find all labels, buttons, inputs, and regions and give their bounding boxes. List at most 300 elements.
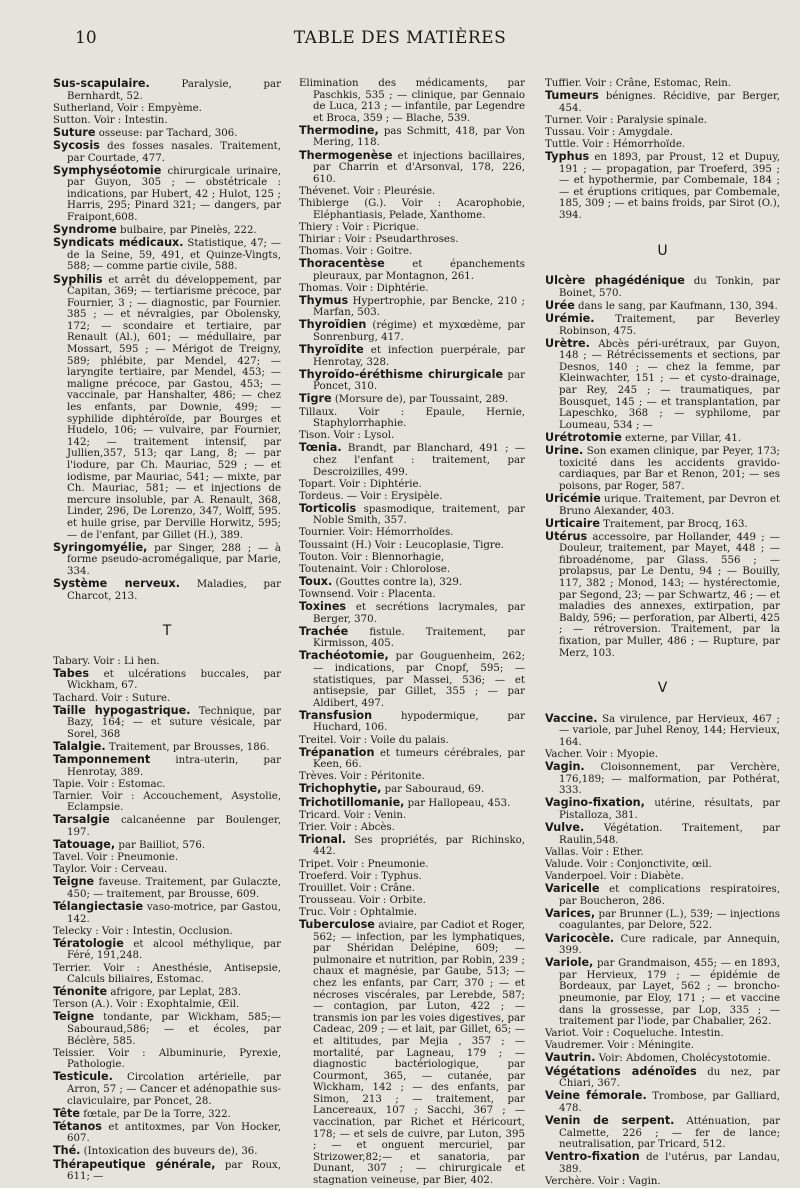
entry-term: Tigre: [299, 392, 332, 406]
entry-term: Système nerveux.: [53, 576, 180, 590]
entry-term: Torticolis: [299, 501, 357, 515]
entry-term: Suture: [53, 125, 96, 139]
entry-details: Sa virulence, par Hervieux, 467 ; — variole, par Juhel Renoy, 144; Hervieux, 164.: [559, 713, 780, 748]
index-entry: [53, 1011, 281, 1047]
entry-term: Tabes: [53, 666, 89, 680]
entry-details: Trombose, par Galliard, 478.: [559, 1091, 780, 1114]
entry-details: Trousseau. Voir : Orbite.: [299, 894, 426, 906]
entry-term: Tumeurs: [545, 89, 599, 103]
index-entry: [545, 1176, 780, 1188]
index-entry: [299, 503, 525, 527]
entry-details: et antitoxmes, par Von Hocker, 607.: [67, 1121, 281, 1145]
index-entry: [299, 234, 525, 246]
entry-details: Atténuation, par Calmette, 226 ; — fer de lance; neutralisation, par Tricard, 512.: [559, 1115, 780, 1151]
entry-details: Topart. Voir : Diphtérie.: [299, 478, 422, 490]
index-entry: [53, 1145, 281, 1158]
index-entry: [545, 883, 780, 907]
entry-details: Tussau. Voir : Amygdale.: [545, 126, 673, 138]
index-entry: [545, 300, 780, 313]
index-entry: [545, 1151, 780, 1175]
index-entry: [545, 871, 780, 883]
index-entry: [545, 957, 780, 1028]
entry-details: Tillaux. Voir : Epaule, Hernie, Staphylorrhaphie.: [299, 406, 525, 430]
index-entry: [299, 797, 525, 810]
entry-details: Variot. Voir : Coqueluche. Intestin.: [545, 1028, 724, 1040]
index-entry: [545, 822, 780, 846]
entry-details: Elimination des médicaments, par Paschkis, 535 ; — clinique, par Gennaio de Luca, 213 ; — infantile, par Legendre et Broca, 359 ; — Blache, 539.: [299, 78, 525, 124]
entry-details: Végétation. Traitement, par Raulin,548.: [559, 823, 780, 846]
index-entry: [299, 78, 525, 124]
index-entry: [53, 741, 281, 754]
index-entry: [53, 864, 281, 876]
entry-details: Ses propriétés, par Richinsko, 442.: [313, 834, 525, 858]
entry-details: Telecky : Voir : Intestin, Occlusion.: [53, 925, 233, 937]
entry-details: Toussaint (H.) Voir : Leucoplasie, Tigre.: [299, 539, 505, 551]
entry-details: Teissier. Voir : Albuminurie, Pyrexie, Pathologie.: [53, 1047, 281, 1071]
entry-term: Teigne: [53, 875, 95, 889]
entry-details: Tavel. Voir : Pneumonie.: [53, 852, 179, 864]
entry-details: par Gouguenheim, 262; — indications, par Cnopf, 595; — statistiques, par Massei, 536; — et antisepsie, par Gillet, 355 ; — par Aldibert, 497.: [313, 651, 525, 709]
entry-details: Turner. Voir : Paralysie spinale.: [545, 114, 707, 126]
entry-details: Touton. Voir : Blennorhagie,: [299, 551, 445, 563]
index-entry: [299, 479, 525, 491]
entry-details: Son examen clinique, par Peyer, 173; toxicité dans les accidents gravido-cardiaques, par Bar et Renon, 201; — ses poisons, par Roger, 587.: [559, 446, 780, 492]
entry-term: Trichotillomanie,: [299, 795, 405, 809]
index-entry: [299, 369, 525, 393]
index-entry: [53, 839, 281, 852]
entry-details: et injections bacillaires, par Charrin et d'Arsonval, 178, 226, 610.: [313, 150, 525, 185]
entry-details: Hypertrophie, par Bencke, 210 ; Marfan, 503.: [313, 295, 525, 319]
entry-term: Tœnia.: [299, 441, 342, 455]
index-entry: [53, 115, 281, 127]
index-entry: [299, 258, 525, 282]
index-entry: [545, 761, 780, 797]
entry-details: Truc. Voir : Ophtalmie.: [299, 906, 418, 918]
entry-details: Toutenaint. Voir : Chlorolose.: [299, 563, 451, 575]
entry-details: Troeferd. Voir : Typhus.: [299, 870, 422, 882]
entry-term: Tarsalgie: [53, 813, 110, 827]
entry-term: Talalgie.: [53, 739, 106, 753]
entry-details: Tison. Voir : Lysol.: [299, 430, 395, 442]
entry-details: par Bailliot, 576.: [115, 840, 206, 852]
index-entry: [545, 933, 780, 957]
entry-details: (régime) et myxœdème, par Sonrenburg, 417.: [313, 320, 525, 343]
entry-details: Valude. Voir : Conjonctivite, œil.: [545, 858, 712, 870]
entry-details: tondante, par Wickham, 585;— Sabouraud,586; — et écoles, par Béclère, 585.: [67, 1012, 281, 1047]
entry-term: Végétations adénoïdes: [545, 1064, 697, 1078]
index-entry: [299, 810, 525, 822]
entry-details: urique. Traitement, par Devron et Bruno Alexander, 403.: [559, 493, 780, 517]
index-entry: [545, 1028, 780, 1040]
index-entry: [299, 626, 525, 650]
index-entry: [299, 407, 525, 430]
index-entry: [299, 601, 525, 625]
section-letter-u: U: [657, 242, 668, 259]
index-entry: [299, 150, 525, 186]
entry-details: du nez, par Chiari, 367.: [559, 1066, 780, 1090]
entry-term: Ténonite: [53, 985, 108, 999]
entry-details: accessoire, par Hollander, 449 ; — Douleur, traitement, par Mayet, 448 ; — fibroadénome, par Glass. 556 ; — prolapsus, par Le Dentu, 94 ; — Bouilly, 117, 382 ; Monod, 143; — hystérectomie, par Segond, 23; — par Schwartz, 46 ; — et maladies des annexes, extirpation, par Baldy, 596; — perforation, par Alberti, 425 ; — rétroversion. Traitement, par la fixation, par Muller, 486 ; — Rupture, par Merz, 103.: [559, 531, 780, 659]
entry-details: du Tonkin, par Boinet, 570.: [559, 276, 780, 299]
entry-details: vaso-motrice, par Gastou, 142.: [67, 902, 281, 925]
index-entry: [53, 814, 281, 838]
index-entry: [299, 552, 525, 564]
entry-term: Syndicats médicaux.: [53, 236, 184, 250]
entry-term: Urétrotomie: [545, 430, 622, 444]
entry-details: par Poncet, 310.: [313, 369, 525, 393]
index-entry: [545, 1040, 780, 1052]
index-entry: [299, 540, 525, 552]
entry-details: Thomas. Voir : Diphtérie.: [299, 282, 429, 294]
entry-details: Cloisonnement, par Verchère, 176,189; — malformation, par Pothérat, 333.: [559, 762, 780, 797]
entry-details: calcanéenne par Boulenger, 197.: [67, 815, 281, 839]
index-entry: [299, 883, 525, 895]
entry-term: Utérus: [545, 529, 588, 543]
entry-term: Tamponnement: [53, 752, 151, 766]
entry-term: Testicule.: [53, 1070, 113, 1084]
entry-term: Vagin.: [545, 760, 585, 774]
entry-term: Typhus: [545, 150, 590, 164]
index-entry: [53, 165, 281, 224]
entry-term: Toux.: [299, 574, 333, 588]
entry-term: Thoracentèse: [299, 256, 385, 270]
index-entry: [545, 493, 780, 517]
entry-details: et tumeurs cérébrales, par Keen, 66.: [313, 747, 525, 771]
index-entry: [53, 791, 281, 814]
entry-details: intra-uterin, par Henrotay, 389.: [67, 754, 281, 778]
entry-details: fistule. Traitement, par Kirmisson, 405.: [313, 626, 525, 650]
entry-term: Trachée: [299, 624, 349, 638]
entry-term: Tuberculose: [299, 917, 375, 931]
entry-term: Ulcère phagédénique: [545, 274, 685, 288]
entry-term: Teigne: [53, 1010, 95, 1024]
index-entry: [299, 246, 525, 258]
entry-details: Trier. Voir : Abcès.: [299, 821, 395, 833]
entry-term: Vagino-fixation,: [545, 796, 645, 810]
entry-term: Vautrin.: [545, 1051, 596, 1065]
index-entry: [53, 237, 281, 273]
entry-details: hypodermique, par Huchard, 106.: [313, 710, 525, 734]
index-entry: [545, 1090, 780, 1114]
index-entry: [53, 693, 281, 705]
entry-details: par Hallopeau, 453.: [404, 797, 511, 809]
entry-details: par Grandmaison, 455; — en 1893, par Hervieux, 179 ; — épidémie de Bordeaux, par Layet, 562 ; — broncho-pneumonie, par Eloy, 171 ; — et vaccine dans la grossesse, par Lop, 335 ; — traitement par l'iode, par Chabalier, 262.: [559, 958, 780, 1028]
entry-details: osseuse: par Tachard, 306.: [95, 127, 238, 139]
index-entry: [53, 274, 281, 542]
entry-details: Technique, par Bazy, 164; — et suture vésicale, par Sorel, 368: [67, 705, 281, 740]
index-entry: [53, 1121, 281, 1145]
index-entry: [545, 78, 780, 90]
index-entry: [299, 319, 525, 343]
entry-details: Tricard. Voir : Venin.: [299, 809, 407, 821]
index-entries-t: [53, 656, 281, 1183]
index-entry: [299, 527, 525, 539]
entry-term: Urémie.: [545, 312, 595, 325]
index-entry: [545, 151, 780, 222]
entry-term: Varicelle: [545, 882, 600, 896]
entry-term: Thé.: [53, 1144, 81, 1158]
index-entry: [53, 852, 281, 864]
entry-details: Verchère. Voir : Vagin.: [545, 1175, 661, 1187]
entry-details: Thiery : Voir : Picrique.: [299, 221, 420, 233]
entry-details: des fosses nasales. Traitement, par Courtade, 477.: [67, 140, 281, 164]
index-entry: [53, 127, 281, 140]
entry-details: Voir: Abdomen, Cholécystotomie.: [595, 1053, 771, 1065]
index-entry: [299, 125, 525, 149]
entry-term: Tatouage,: [53, 838, 116, 852]
entry-details: Tabary. Voir : Li hen.: [53, 655, 160, 667]
entry-details: de l'utérus, par Landau, 389.: [559, 1152, 780, 1175]
entry-details: Paralysie, par Bernhardt, 52.: [67, 79, 281, 102]
index-entry: [53, 754, 281, 778]
entry-term: Uricémie: [545, 491, 601, 505]
entry-details: Abcès péri-urétraux, par Guyon, 148 ; — Rétrécissements et sections, par Desnos, 140 ; — chez la femme, par Kleinwachter, 151 ; — et cysto-drainage, par Rey, 245 ; — traumatiques, par Bousquet, 145 ; — et transplantation, par Lapeschko, 368 ; — syphilome, par Loumeau, 534 ; —: [559, 338, 780, 431]
entry-term: Urticaire: [545, 516, 600, 530]
index-entry: [299, 747, 525, 771]
entry-details: et alcool méthylique, par Féré, 191,248.: [67, 938, 281, 962]
index-entry: [299, 564, 525, 576]
entry-term: Thérapeutique générale,: [53, 1157, 216, 1171]
entry-details: Tordeus. — Voir : Erysipèle.: [299, 490, 443, 502]
index-entry: [299, 198, 525, 221]
index-entry: [53, 986, 281, 999]
entry-details: Thomas. Voir : Goitre.: [299, 245, 413, 257]
entry-details: Vallas. Voir : Ether.: [545, 846, 644, 858]
entry-term: Syphilis: [53, 272, 103, 286]
entry-details: et arrêt du développement, par Capitan, 369; — tertiarisme précoce, par Fournier, 3 ; — diagnostic, par Fournier. 385 ; — et névralgies, par Obolensky, 172; — scondaire et tertiaire, par Renault (Al.), 601; — médullaire, par Mossart, 595 ; — Mérigot de Treigny, 589; phlébite, par Mendel, 427; — laryngite tertiaire, par Mendel, 453; — maligne précoce, par Gastou, 453; — vaccinale, par Hanshalter, 486; — chez les enfants, par Downie, 499; — syphilide diphtéroïde, par Bourges et Hudelo, 106; — vulvaire, par Fournier, 142; — traitement intensif, par Jullien,357, 513; qar Lang, 8; — par l'iodure, par Ch. Mauriac, 529 ; — et iodisme, par Mauriac, 541; — mixte, par Ch. Mauriac, 581; — et injections de mercure insoluble, par A. Renault, 368, Linder, 296, De Lorenzo, 347, Wolff, 595. et huile grise, par Derville Horwitz, 595; — de l'enfant, par Gillet (H.), 389.: [67, 274, 281, 541]
entry-term: Thyroïdien: [299, 318, 367, 332]
entry-term: Symphyséotomie: [53, 163, 162, 177]
index-entry: [53, 705, 281, 741]
index-entries-v: [545, 713, 780, 1188]
entry-term: Variole,: [545, 956, 594, 970]
entry-term: Trépanation: [299, 745, 375, 759]
entry-term: Taille hypogastrique.: [53, 703, 191, 717]
page-header: [0, 28, 800, 52]
entry-details: Traitement, par Beverley Robinson, 475.: [559, 314, 780, 337]
index-entry: [545, 338, 780, 432]
entry-details: Taylor. Voir : Cerveau.: [53, 864, 168, 876]
entry-details: bénignes. Récidive, par Berger, 454.: [559, 91, 780, 114]
index-entry: [53, 542, 281, 578]
entry-details: pas Schmitt, 418, par Von Mering, 118.: [313, 125, 525, 149]
index-entry: [299, 650, 525, 709]
entry-details: par Brunner (L.), 539; — injections coagulantes, par Delore, 522.: [559, 908, 780, 932]
section-letter-v: V: [657, 680, 668, 697]
entry-term: Syndrome: [53, 223, 117, 237]
section-letter-t: T: [162, 623, 172, 640]
index-entry: [299, 576, 525, 589]
entry-term: Toxines: [299, 600, 347, 614]
index-entry: [545, 115, 780, 127]
index-entry: [299, 834, 525, 858]
entry-details: Tuffier. Voir : Crâne, Estomac, Rein.: [545, 78, 732, 89]
index-entry: [299, 859, 525, 871]
index-entry: [53, 1048, 281, 1071]
index-entry: [545, 313, 780, 337]
index-entry: [299, 710, 525, 734]
entry-term: Urée: [545, 298, 575, 312]
entry-term: Trachéotomie,: [299, 649, 389, 663]
entry-details: Sutton. Voir : Intestin.: [53, 114, 168, 126]
index-entry: [53, 78, 281, 102]
entry-term: Urine.: [545, 444, 584, 458]
entry-term: Télangiectasie: [53, 900, 144, 914]
entry-details: Terrier. Voir : Anesthésie, Antisepsie, Calculs biliaires, Estomac.: [53, 962, 281, 986]
entry-details: Thiriar : Voir : Pseudarthroses.: [299, 233, 459, 245]
entry-details: Tapie. Voir : Estomac.: [53, 778, 166, 790]
entry-term: Vulve.: [545, 821, 585, 835]
entry-details: Sutherland, Voir : Empyème.: [53, 102, 202, 114]
entry-details: Townsend. Voir : Placenta.: [299, 588, 436, 600]
entry-details: par Singer, 288 ; — à forme pseudo-acromégalique, par Marie, 334.: [67, 542, 281, 577]
entry-details: dans le sang, par Kaufmann, 130, 394.: [574, 300, 778, 312]
index-column-left: [53, 78, 281, 1183]
index-entry: [299, 895, 525, 907]
index-entry: [299, 344, 525, 368]
entry-term: Ventro-fixation: [545, 1150, 640, 1164]
entry-details: fœtale, par De la Torre, 322.: [80, 1108, 231, 1120]
index-entry: [545, 908, 780, 932]
entry-details: aviaire, par Cadiot et Roger, 562; — infection, par les lymphatiques, par Shéridan Delépine, 609; — pulmonaire et nutrition, par Robin, 239 ; chaux et magnésie, par Gaube, 513; — chez les enfants, par Carr, 370 ; — et nécroses viscérales, par Lerebde, 587; — contagion, par Luton, 422 ; — transmis ion par les voies digestives, par Cadeac, 209 ; — et lait, par Gillet, 65; — et altitudes, par Mejia , 357 ; — mortalité, par Lagneau, 179 ; — diagnostic bactériologique, par Courmont, 365, — cutanée, par Wickham, 142 ; — des enfants, par Simon, 213 ; — traitement, par Lancereaux, 107 ; Sacchi, 367 ; — vaccination, par Richet et Héricourt, 178; — et sels de cuivre, par Luton, 395 ; — et onguent mercuriel, par Strizower,82;— et sanatoria, par Dunant, 307 ; — chirurgicale et stagnation veineuse, par Bier, 402.: [313, 919, 525, 1187]
index-entry: [545, 859, 780, 871]
entry-details: Tarnier. Voir : Accouchement, Asystolie, Eclampsie.: [53, 790, 281, 814]
index-entry: [53, 779, 281, 791]
entry-details: Statistique, 47; — de la Seine, 59, 491, et Quinze-Vingts, 588; — comme partie civile, 588.: [67, 238, 281, 273]
running-title: TABLE DES MATIÈRES: [293, 28, 507, 48]
entry-details: Thibierge (G.). Voir : Acarophobie, Eléphantiasis, Pelade, Xanthome.: [299, 197, 525, 221]
index-entry: [53, 656, 281, 668]
entry-term: Transfusion: [299, 708, 373, 722]
entry-details: Trèves. Voir : Péritonite.: [299, 771, 425, 783]
entry-details: par Roux, 611; —: [67, 1159, 281, 1183]
index-column-middle: [299, 78, 525, 1187]
index-entry: [299, 491, 525, 503]
entry-details: Tournier. Voir: Hémorrhoïdes.: [299, 527, 454, 539]
index-entry: [53, 103, 281, 115]
index-entry: [299, 295, 525, 319]
index-entry: [299, 771, 525, 783]
entry-details: externe, par Villar, 41.: [621, 432, 742, 444]
index-entry: [545, 713, 780, 749]
entry-term: Venin de serpent.: [545, 1113, 675, 1127]
entry-details: et complications respiratoires, par Boucheron, 286.: [559, 884, 780, 907]
entry-term: Veine fémorale.: [545, 1089, 647, 1103]
index-entry: [299, 735, 525, 747]
index-entry: [545, 1066, 780, 1090]
index-entry: [545, 445, 780, 492]
entry-details: Circolation artérielle, par Arron, 57 ; — Cancer et adénopathie sus-claviculaire, par Poncet, 28.: [67, 1072, 281, 1107]
index-entry: [545, 518, 780, 531]
entry-details: Tachard. Voir : Suture.: [53, 692, 171, 704]
entry-term: Sycosis: [53, 138, 100, 152]
index-entry: [545, 139, 780, 151]
entry-term: Trional.: [299, 832, 347, 846]
entry-term: Thermodine,: [299, 123, 379, 137]
entry-term: Varicocèle.: [545, 931, 615, 945]
entry-details: et infection puerpérale, par Henrotay, 328.: [313, 345, 525, 368]
entry-term: Trichophytie,: [299, 782, 382, 796]
entry-details: chirurgicale urinaire, par Guyon, 305 ; — obstétricale : indications, par Hubert, 42 ; Hulot, 125 ; Harris, 295; Pinard 321; — dangers, par Fraipont,608.: [67, 165, 281, 224]
index-entry: [299, 393, 525, 406]
index-entry: [53, 901, 281, 925]
entry-details: spasmodique, traitement, par Noble Smith, 357.: [313, 503, 525, 527]
index-entry: [299, 430, 525, 442]
entry-details: et ulcérations buccales, par Wickham, 67.: [67, 668, 281, 692]
entry-details: Trouillet. Voir : Crâne.: [299, 882, 415, 894]
index-entry: [53, 1108, 281, 1121]
entry-term: Syringomyélie,: [53, 540, 148, 554]
entry-details: Tuttle. Voir : Hémorrhoïde.: [545, 138, 686, 150]
entry-details: bulbaire, par Pinelès, 222.: [116, 225, 257, 237]
entry-term: Thyroïdite: [299, 343, 364, 357]
index-entry: [299, 907, 525, 919]
entry-term: Thyroïdo-éréthisme chirurgicale: [299, 367, 504, 381]
index-entry: [53, 938, 281, 962]
index-entry: [545, 1052, 780, 1065]
entry-details: et épanchements pleuraux, par Montagnon, 261.: [313, 258, 525, 282]
index-entry: [53, 668, 281, 692]
index-entry: [53, 140, 281, 164]
entry-details: Traitement, par Brousses, 186.: [105, 741, 270, 753]
entry-term: Tête: [53, 1106, 80, 1120]
entry-details: Thévenet. Voir : Pleurésie.: [299, 185, 436, 197]
index-entry: [53, 876, 281, 900]
index-entry: [545, 531, 780, 660]
entry-details: Brandt, par Blanchard, 491 ; — chez l'enfant : traitement, par Descroizilles, 499.: [313, 443, 525, 478]
entry-details: (Morsure de), par Toussaint, 289.: [331, 394, 509, 406]
index-entry: [545, 127, 780, 139]
index-entries-s: [53, 78, 281, 602]
entry-details: Vacher. Voir : Myopie.: [545, 749, 658, 761]
index-entry: [53, 1159, 281, 1183]
entry-details: Treitel. Voir : Voile du palais.: [299, 734, 449, 746]
index-entries-t-continued: [299, 78, 525, 1187]
index-entry: [53, 963, 281, 986]
entry-details: en 1893, par Proust, 12 et Dupuy, 191 ; — propagation, par Troeferd, 395 ; — et hypothermie, par Combemale, 184 ; — et éruptions critiques, par Combemale, 185, 309 ; — et bains froids, par Sirot (O.), 394.: [559, 152, 780, 222]
index-entries-u: [545, 275, 780, 659]
index-entry: [299, 186, 525, 198]
entry-details: Cure radicale, par Annequin, 399.: [559, 933, 780, 957]
entry-details: Maladies, par Charcot, 213.: [67, 578, 282, 602]
entry-details: (Intoxication des buveurs de), 36.: [80, 1146, 258, 1158]
entry-details: Terson (A.). Voir : Exophtalmie, Œil.: [53, 999, 240, 1011]
index-entry: [545, 749, 780, 761]
entry-term: Thermogenèse: [299, 148, 393, 162]
entry-term: Vaccine.: [545, 711, 598, 725]
index-entry: [53, 224, 281, 237]
index-entry: [545, 797, 780, 821]
index-entry: [53, 999, 281, 1011]
index-entry: [299, 822, 525, 834]
index-entry: [545, 432, 780, 445]
index-entries-t-end: [545, 78, 780, 222]
entry-details: et secrétions lacrymales, par Berger, 370.: [313, 602, 525, 625]
index-entry: [545, 1115, 780, 1151]
index-entry: [299, 442, 525, 478]
index-entry: [299, 222, 525, 234]
entry-details: afrigore, par Leplat, 283.: [107, 987, 241, 999]
index-entry: [545, 275, 780, 299]
entry-term: Varices,: [545, 906, 596, 920]
entry-details: Vanderpoel. Voir : Diabète.: [545, 871, 684, 883]
entry-term: Tétanos: [53, 1119, 102, 1133]
entry-details: Tripet. Voir : Pneumonie.: [299, 858, 429, 870]
entry-details: utérine, résultats, par Pistalloza, 381.: [559, 798, 780, 822]
index-entry: [299, 871, 525, 883]
index-entry: [545, 847, 780, 859]
entry-details: Vaudremer. Voir : Méningite.: [545, 1040, 694, 1052]
